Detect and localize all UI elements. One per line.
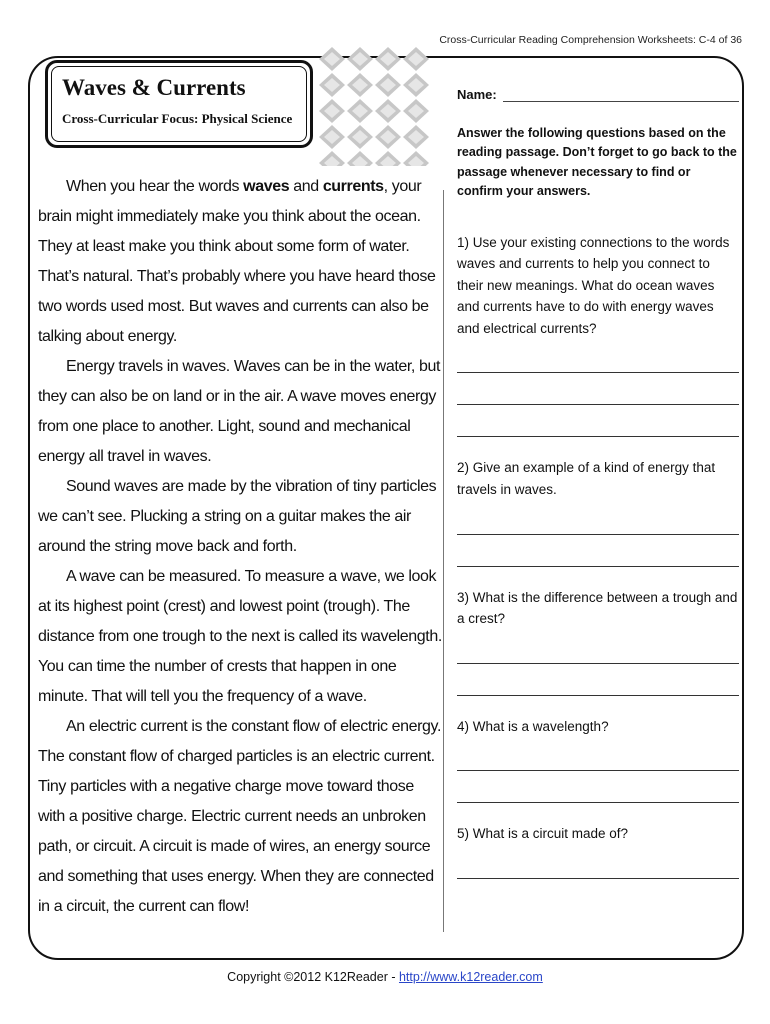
p1-post: , your brain might immediately make you think about the ocean. They at least make you think about some form of water. That’s natural. That’s probably where you have heard those two words used most. But waves and currents can also be talking about energy. [38, 178, 436, 345]
answer-blank-line [457, 664, 739, 696]
passage-paragraph-3: Sound waves are made by the vibration of tiny particles we can’t see. Plucking a string on a guitar makes the air around the string move back and forth. [38, 478, 437, 555]
question-item [457, 457, 739, 566]
answer-blank-line [457, 373, 739, 405]
answer-blank-line [457, 405, 739, 437]
question-item [457, 587, 739, 696]
reading-passage [38, 172, 444, 922]
questions-list [457, 232, 739, 880]
answer-blank-line [457, 847, 739, 879]
footer [0, 970, 770, 984]
name-blank-line [503, 85, 739, 102]
answer-blank-line [457, 503, 739, 535]
p1-bold-currents: currents [322, 178, 384, 195]
question-text: 3) What is the difference between a trough and a crest? [457, 589, 738, 627]
copyright-text: Copyright ©2012 K12Reader - [227, 970, 399, 984]
passage-paragraph-1 [38, 172, 444, 352]
instructions-text: Answer the following questions based on the reading passage. Don’t forget to go back to the passage whenever necessary to find or confirm your answers. [457, 126, 737, 199]
questions-column [457, 82, 739, 899]
worksheet-reference: Cross-Curricular Reading Comprehension Worksheets: C-4 of 36 [439, 34, 742, 46]
answer-blank-line [457, 535, 739, 567]
column-divider [443, 190, 444, 932]
question-item [457, 232, 739, 438]
p1-bold-waves: waves [243, 178, 290, 195]
question-item [457, 716, 739, 804]
question-item [457, 823, 739, 879]
worksheet-title: Waves & Currents [62, 75, 246, 100]
passage-paragraph-2: Energy travels in waves. Waves can be in the water, but they can also be on land or in the air. A wave moves energy from one place to another. Light, sound and mechanical energy all travel in waves. [38, 358, 441, 465]
answer-blank-line [457, 632, 739, 664]
question-text: 2) Give an example of a kind of energy that travels in waves. [457, 460, 716, 498]
question-text: 4) What is a wavelength? [457, 718, 609, 734]
p1-pre: When you hear the words [66, 178, 244, 195]
name-label: Name: [457, 87, 497, 102]
question-text: 5) What is a circuit made of? [457, 826, 629, 842]
question-text: 1) Use your existing connections to the words waves and currents to help you connect to their new meanings. What do ocean waves and currents have to do with energy waves and electrical currents? [457, 234, 730, 336]
p1-mid: and [289, 178, 323, 195]
worksheet-subtitle: Cross-Curricular Focus: Physical Science [62, 111, 293, 126]
title-box [45, 60, 313, 148]
passage-paragraph-4: A wave can be measured. To measure a wave, we look at its highest point (crest) and lowest point (trough). The distance from one trough to the next is called its wavelength. You can time the number of crests that happen in one minute. That will tell you the frequency of a wave. [38, 568, 442, 705]
footer-link[interactable]: http://www.k12reader.com [398, 970, 543, 984]
answer-blank-line [457, 341, 739, 373]
answer-blank-line [457, 739, 739, 771]
diamond-pattern-graphic [318, 46, 430, 166]
passage-paragraph-5: An electric current is the constant flow of electric energy. The constant flow of charged particles is an electric current. Tiny particles with a negative charge move toward those with a positive charge. Electric current needs an unbroken path, or circuit. A circuit is made of wires, an energy source and something that uses energy. When they are connected in a circuit, the current can flow! [38, 718, 441, 915]
name-row [457, 82, 739, 102]
title-box-inner [51, 66, 307, 142]
answer-blank-line [457, 771, 739, 803]
decorative-pattern [318, 46, 430, 166]
